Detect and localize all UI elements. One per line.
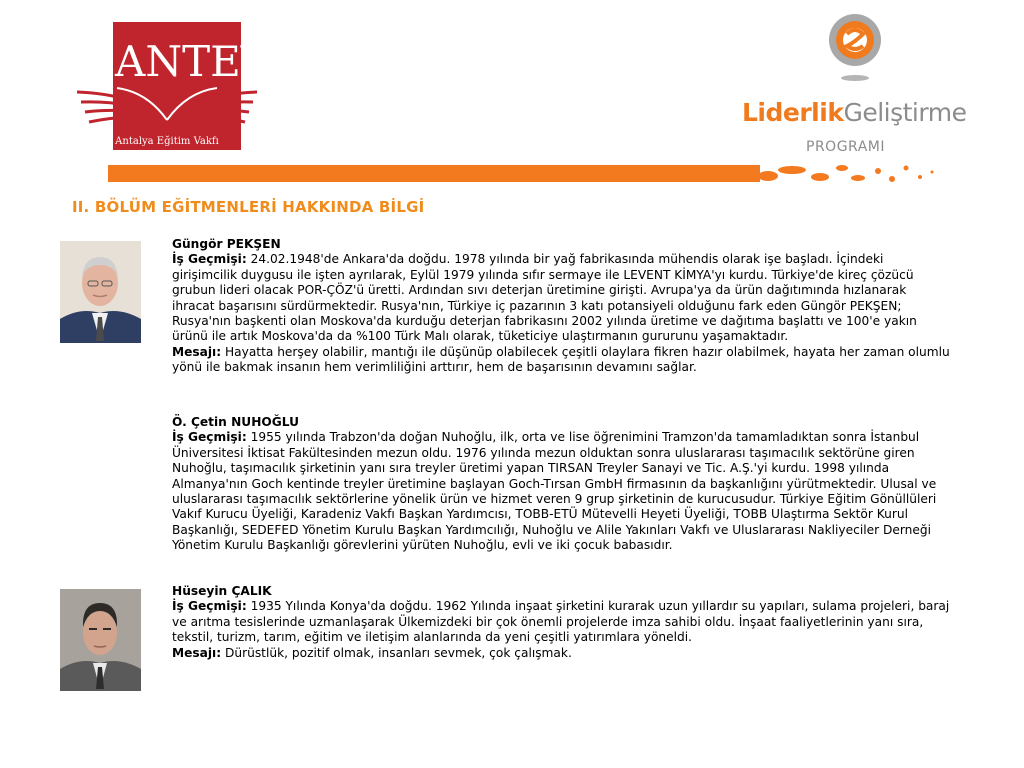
band-dots-decoration xyxy=(740,162,940,186)
program-subtitle: PROGRAMI xyxy=(806,139,885,155)
career-label: İş Geçmişi: xyxy=(172,430,247,445)
antev-logo-graphic xyxy=(75,22,260,152)
person-entry-3 xyxy=(172,584,952,661)
program-word-light: Geliştirme xyxy=(843,98,967,127)
person-entry-1 xyxy=(172,237,952,376)
message-label: Mesajı: xyxy=(172,344,222,359)
person-message xyxy=(172,345,952,376)
antev-wordmark: ANTEV xyxy=(115,37,260,86)
career-label: İş Geçmişi: xyxy=(172,599,247,614)
person-name: Güngör PEKŞEN xyxy=(172,237,281,251)
section-title: II. BÖLÜM EĞİTMENLERİ HAKKINDA BİLGİ xyxy=(72,198,425,216)
person-entry-2 xyxy=(172,415,952,554)
person-career xyxy=(172,252,952,344)
message-text: Dürüstlük, pozitif olmak, insanları sevmek, çok çalışmak. xyxy=(221,645,572,660)
career-text: 1935 Yılında Konya'da doğdu. 1962 Yılında inşaat şirketini kurarak uzun yıllardır su yapıları, sulama projeleri, baraj ve arıtma tesislerinde uzmanlaşarak Ülkemizdeki bir çok önemli projelerde imza sahibi oldu. İnşaat faaliyetlerinin yanı sıra, tekstil, turizm, tarım, eğitim ve iletişim alanlarında da yeni çeşitli yatırımlara yöneldi. xyxy=(172,599,950,645)
career-text: 1955 yılında Trabzon'da doğan Nuhoğlu, ilk, orta ve lise öğrenimini Tramzon'da tamamladıktan sonra İstanbul Üniversitesi İktisat Fakültesinden mezun oldu. 1976 yılında mezun olduktan sonra uluslararası taşımacılık sektörüne giren Nuhoğlu, taşımacılık şirketinin yanı sıra treyler üretimi yapan TIRSAN Treyler Sanayi ve Tic. A.Ş.'yi kurdu. 1998 yılında Almanya'nın Goch kentinde treyler üretimine başlayan Goch-Tırsan GmbH firmasının da başkanlığını yürütmektedir. Ulusal ve uluslararası taşımacılık sektörlerine yönelik ürün ve hizmet veren 9 grup şirketinin de kurucusudur. Türkiye Eğitim Gönüllüleri Vakıf Kurucu Üyeliği, Karadeniz Vakfı Başkan Yardımcısı, TOBB-ETÜ Mütevelli Heyeti Üyeliği, TOBB Ulaştırma Sektör Kurul Başkanlığı, SEDEFED Yönetim Kurulu Başkan Yardımcılığı, Nuhoğlu ve Alile Yakınları Vakfı ve Uluslararası Nakliyeciler Derneği Yönetim Kurulu Başkanlığı görevlerini yürüten Nuhoğlu, evli ve iki çocuk babasıdır. xyxy=(172,430,937,553)
career-label: İş Geçmişi: xyxy=(172,252,247,267)
person-name: Ö. Çetin NUHOĞLU xyxy=(172,415,299,429)
person-photo-calik xyxy=(60,589,141,691)
person-photo-pekşen xyxy=(60,241,141,343)
header-divider-band xyxy=(108,165,760,182)
person-message xyxy=(172,646,952,661)
person-name: Hüseyin ÇALIK xyxy=(172,584,272,598)
antev-caption: Antalya Eğitim Vakfı xyxy=(115,136,219,147)
person-career xyxy=(172,599,952,645)
program-word-bold: Liderlik xyxy=(742,98,844,127)
message-label: Mesajı: xyxy=(172,645,222,660)
antev-logo xyxy=(75,22,260,152)
liderlik-logo xyxy=(742,12,967,155)
program-wordmark xyxy=(742,98,966,127)
message-text: Hayatta herşey olabilir, mantığı ile düşünüp olabilecek çeşitli olaylara fikren hazır olabilmek, hayata her zaman olumlu yönü ile bakmak insanın hem verimliliğini arttırır, hem de başarısının devamını sağlar. xyxy=(172,344,950,375)
career-text: 24.02.1948'de Ankara'da doğdu. 1978 yılında bir yağ fabrikasında mühendis olarak işe başladı. İçindeki girişimcilik duygusu ile işten ayrılarak, Eylül 1979 yılında sıfır sermaye ile LEVENT KİMYA'yı kurdu. Türkiye'de kireç çözücü grubun lideri olacak POR-ÇÖZ'ü üretti. Ardından sıvı deterjan üretimine girişti. Avrupa'ya da ürün dağıtımında hızlanarak ihracat başarısını sürdürmektedir. Rusya'nın, Türkiye iç pazarının 3 katı potansiyeli olduğunu fark eden Güngör PEKŞEN; Rusya'nın başkenti olan Moskova'da kurduğu deterjan fabrikasını 2002 yılında üretime ve dağıtıma başlattı ve 100'e yakın ürünü ile artık Moskova'da da %100 Türk Malı olarak, tüketiciye ulaştırmanın gururunu yaşamaktadır. xyxy=(172,252,917,344)
person-career xyxy=(172,430,952,553)
liderlik-emblem-icon xyxy=(820,12,890,82)
